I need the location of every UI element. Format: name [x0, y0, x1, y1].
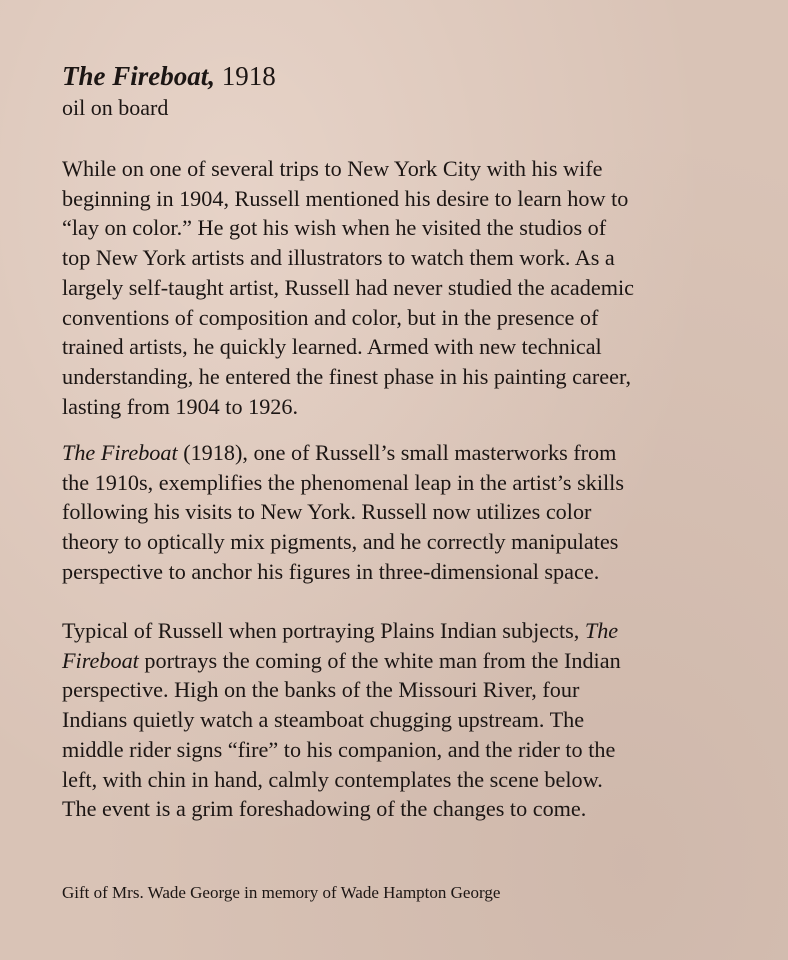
paragraph-2-line-text: (1918), one of Russell’s small masterworks from [177, 440, 617, 465]
paragraph-3-line-text: portrays the coming of the white man from the Indian [138, 647, 621, 673]
paragraph-1-line: “lay on color.” He got his wish when he visited the studios of [62, 215, 607, 241]
paragraph-3-line [62, 616, 762, 646]
credit-line: Gift of Mrs. Wade George in memory of Wade Hampton George [62, 883, 501, 902]
paragraph-1-line: trained artists, he quickly learned. Armed with new technical [62, 334, 602, 360]
italic-work-title: The Fireboat [62, 440, 178, 465]
paragraph-1-line: conventions of composition and color, but in the presence of [62, 304, 599, 330]
paragraph-3-line: Indians quietly watch a steamboat chugging upstream. The [62, 707, 585, 733]
paragraph-3-line: left, with chin in hand, calmly contemplates the scene below. [62, 766, 603, 792]
paragraph-3 [62, 616, 762, 824]
paragraph-2 [62, 438, 762, 587]
paragraph-2-line [62, 438, 762, 468]
artwork-title [62, 60, 276, 92]
paragraph-1-line: While on one of several trips to New York City with his wife [62, 156, 603, 181]
paragraph-3-line-text: Typical of Russell when portraying Plains Indian subjects, [62, 618, 585, 643]
paragraph-3-line [62, 646, 762, 676]
italic-work-title: The [584, 618, 619, 643]
paragraph-2-line: following his visits to New York. Russell now utilizes color [62, 499, 592, 525]
paragraph-3-line: The event is a grim foreshadowing of the changes to come. [62, 796, 587, 822]
artwork-year: 1918 [215, 61, 276, 91]
paragraph-2-line: perspective to anchor his figures in three-dimensional space. [62, 558, 600, 584]
italic-work-title: Fireboat [62, 647, 139, 673]
paragraph-1-line: beginning in 1904, Russell mentioned his desire to learn how to [62, 185, 629, 211]
artwork-medium: oil on board [62, 95, 169, 120]
paragraph-2-line: theory to optically mix pigments, and he correctly manipulates [62, 529, 619, 555]
paragraph-2-line: the 1910s, exemplifies the phenomenal leap in the artist’s skills [62, 469, 624, 495]
paragraph-3-line: perspective. High on the banks of the Missouri River, four [62, 677, 580, 703]
paragraph-1-line: largely self-taught artist, Russell had never studied the academic [62, 274, 634, 300]
paragraph-3-line: middle rider signs “fire” to his companion, and the rider to the [62, 736, 616, 762]
paragraph-1-line: understanding, he entered the finest phase in his painting career, [62, 363, 632, 389]
paragraph-1-line: lasting from 1904 to 1926. [62, 393, 299, 419]
artwork-title-name: The Fireboat, [62, 61, 215, 91]
paragraph-1-line: top New York artists and illustrators to watch them work. As a [62, 245, 615, 271]
paragraph-1 [62, 154, 762, 421]
